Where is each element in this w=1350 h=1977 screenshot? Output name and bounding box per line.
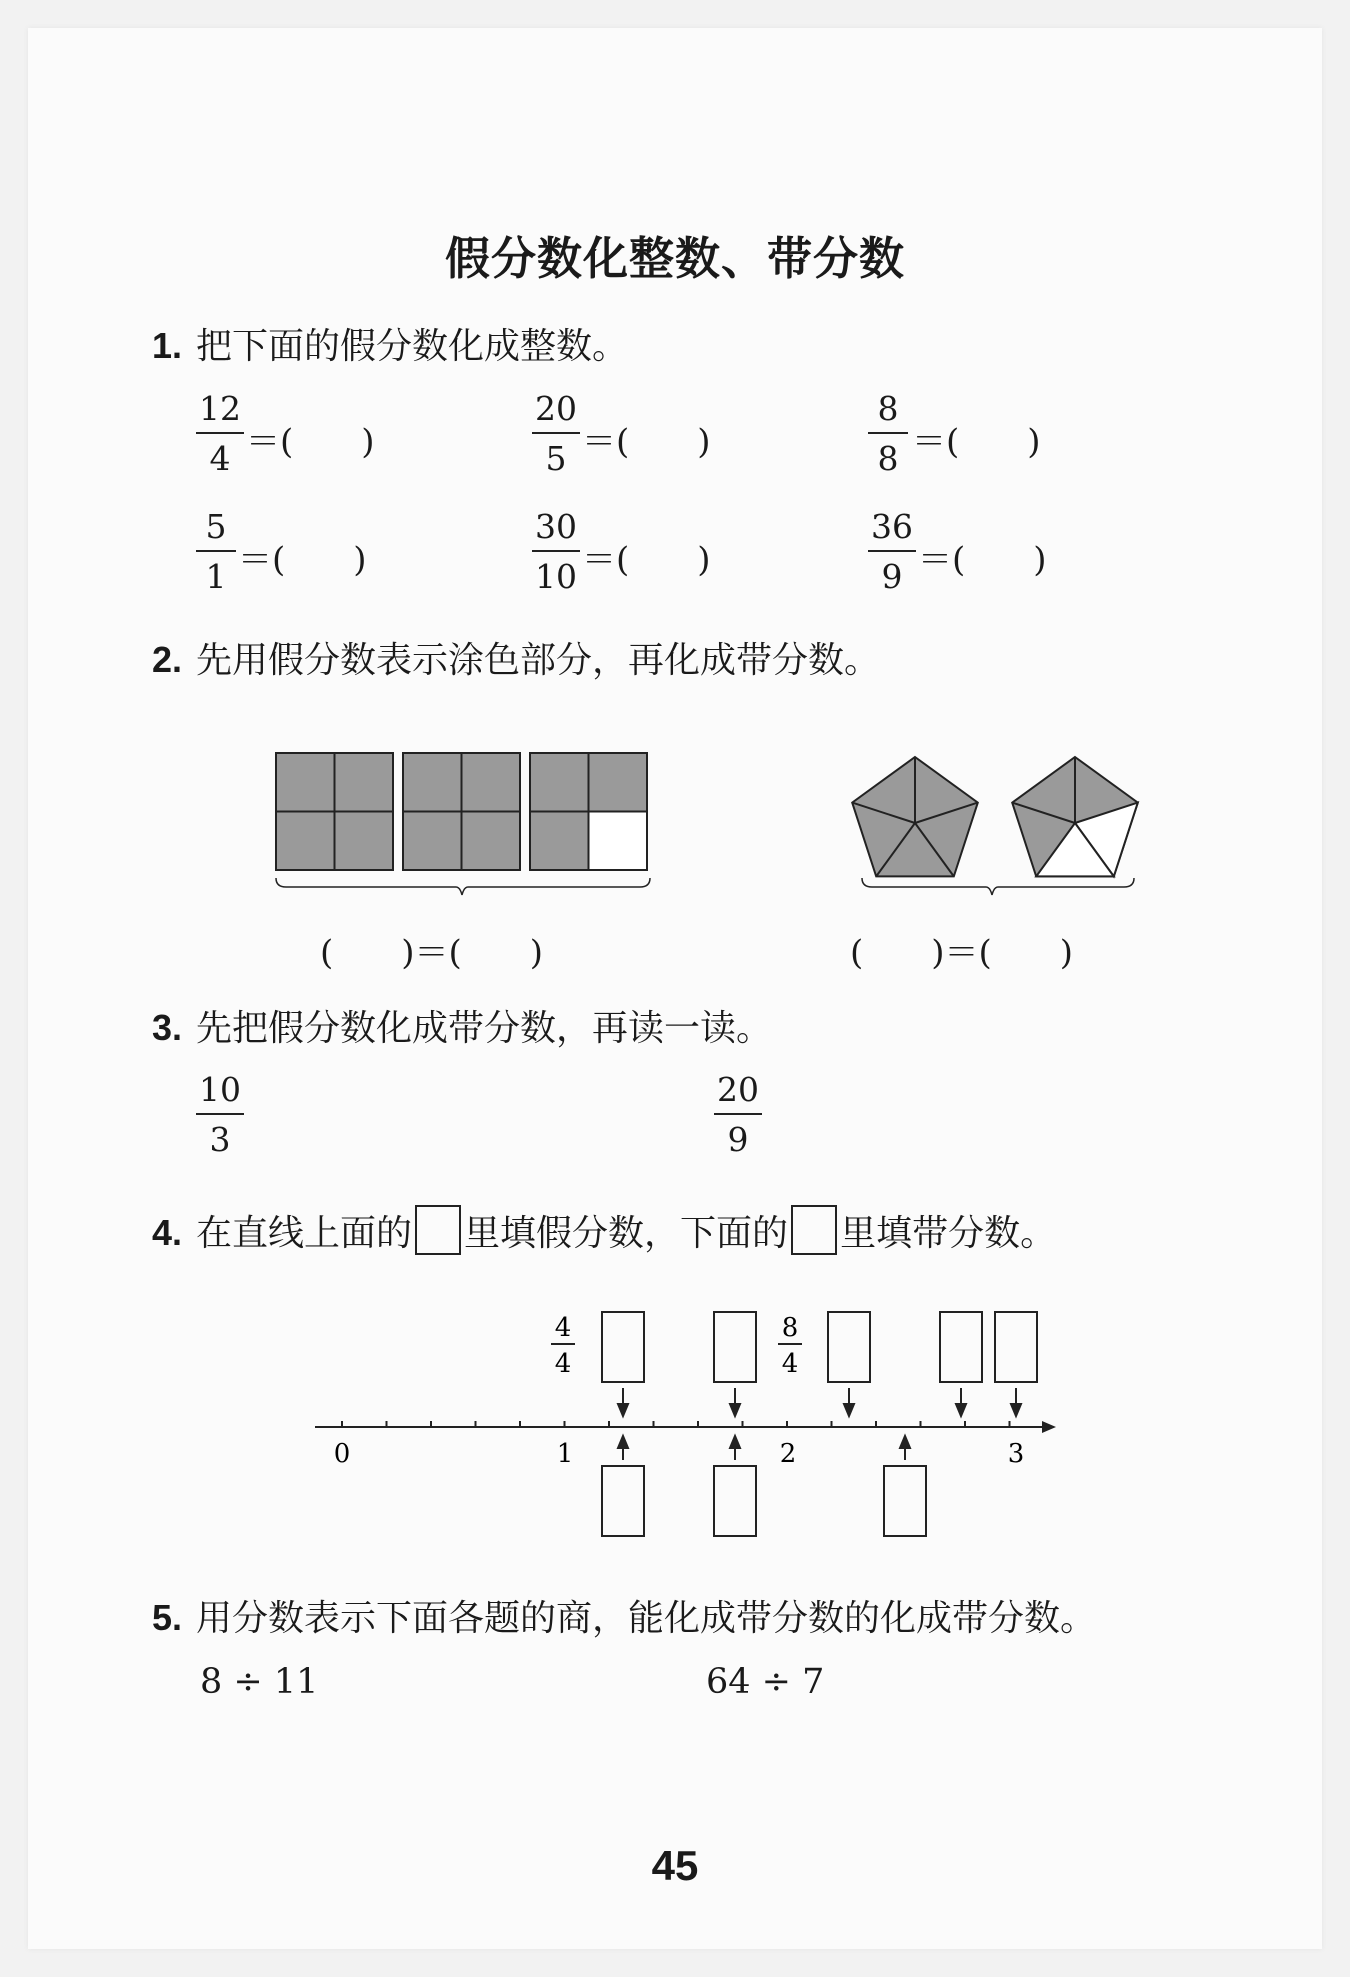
- upper-box-4: [940, 1312, 982, 1382]
- division-expression-2: 64 ÷ 7: [706, 1662, 825, 1702]
- tick-label-3: 3: [1007, 1439, 1025, 1469]
- fraction-5-1: $\frac{5}{1}$: [196, 510, 236, 593]
- shaded-figures: [260, 740, 1160, 900]
- upper-box-3: [828, 1312, 870, 1382]
- upper-box-5: [995, 1312, 1037, 1382]
- question-text: 把下面的假分数化成整数。: [196, 326, 629, 367]
- tick-label-1: 1: [556, 1439, 574, 1469]
- question-text: 用分数表示下面各题的商，能化成带分数的化成带分数。: [196, 1598, 1097, 1639]
- lower-box-2: [714, 1466, 756, 1536]
- question-text: 先用假分数表示涂色部分，再化成带分数。: [196, 640, 881, 681]
- question-number: 3.: [152, 1007, 183, 1048]
- question-number: 5.: [152, 1597, 183, 1638]
- question-text-c: 里填带分数。: [840, 1213, 1057, 1254]
- pentagon-figures: [852, 757, 1138, 895]
- page-title: 假分数化整数、带分数: [444, 232, 905, 285]
- fraction-8-8: $\frac{8}{8}$: [868, 392, 908, 475]
- question-4: [152, 1205, 1056, 1256]
- fraction-12-4: $\frac{12}{4}$: [196, 392, 244, 475]
- answer-blank[interactable]: ＝( ): [918, 540, 1047, 580]
- number-line: [300, 1300, 1070, 1550]
- question-5: [152, 1590, 1096, 1641]
- question-2: [152, 632, 880, 683]
- fraction-4-4-label: [551, 1313, 575, 1379]
- lower-box-1: [602, 1466, 644, 1536]
- question-text-b: 里填假分数，下面的: [464, 1213, 789, 1254]
- question-number: 1.: [152, 325, 183, 366]
- lower-box-3: [884, 1466, 926, 1536]
- fraction-36-9: $\frac{36}{9}$: [868, 510, 916, 593]
- answer-blank-right[interactable]: ( )＝( ): [850, 933, 1074, 973]
- fraction-30-10: $\frac{30}{10}$: [532, 510, 580, 593]
- inline-box: [791, 1205, 837, 1255]
- up-arrows: [618, 1436, 910, 1460]
- question-1: [152, 318, 628, 369]
- svg-text:4: 4: [554, 1349, 572, 1379]
- fraction-10-3: $\frac{10}{3}$: [196, 1073, 244, 1156]
- upper-answer-boxes: [602, 1312, 1037, 1382]
- svg-text:4: 4: [781, 1349, 799, 1379]
- inline-box: [415, 1205, 461, 1255]
- answer-blank[interactable]: ＝( ): [582, 422, 711, 462]
- fraction-8-4-label: [778, 1313, 802, 1379]
- question-number: 2.: [152, 639, 183, 680]
- upper-box-1: [602, 1312, 644, 1382]
- answer-blank[interactable]: ＝( ): [238, 540, 367, 580]
- answer-blank-left[interactable]: ( )＝( ): [320, 933, 544, 973]
- answer-blank[interactable]: ＝( ): [912, 422, 1041, 462]
- page-number: 45: [651, 1842, 699, 1889]
- tick-label-0: 0: [333, 1439, 351, 1469]
- fraction-20-9: $\frac{20}{9}$: [714, 1073, 762, 1156]
- axis-arrow: [1042, 1421, 1056, 1433]
- answer-blank[interactable]: ＝( ): [582, 540, 711, 580]
- square-figures: [276, 753, 650, 895]
- worksheet-page: [28, 28, 1322, 1949]
- down-arrows: [618, 1388, 1021, 1416]
- lower-answer-boxes: [602, 1466, 926, 1536]
- question-number: 4.: [152, 1212, 183, 1253]
- svg-text:8: 8: [781, 1313, 799, 1343]
- svg-text:4: 4: [554, 1313, 572, 1343]
- division-expression-1: 8 ÷ 11: [200, 1662, 319, 1702]
- question-text-a: 在直线上面的: [196, 1213, 413, 1254]
- answer-blank[interactable]: ＝( ): [246, 422, 375, 462]
- question-3: [152, 1000, 772, 1051]
- question-text: 先把假分数化成带分数，再读一读。: [196, 1008, 773, 1049]
- upper-box-2: [714, 1312, 756, 1382]
- tick-label-2: 2: [779, 1439, 797, 1469]
- fraction-20-5: $\frac{20}{5}$: [532, 392, 580, 475]
